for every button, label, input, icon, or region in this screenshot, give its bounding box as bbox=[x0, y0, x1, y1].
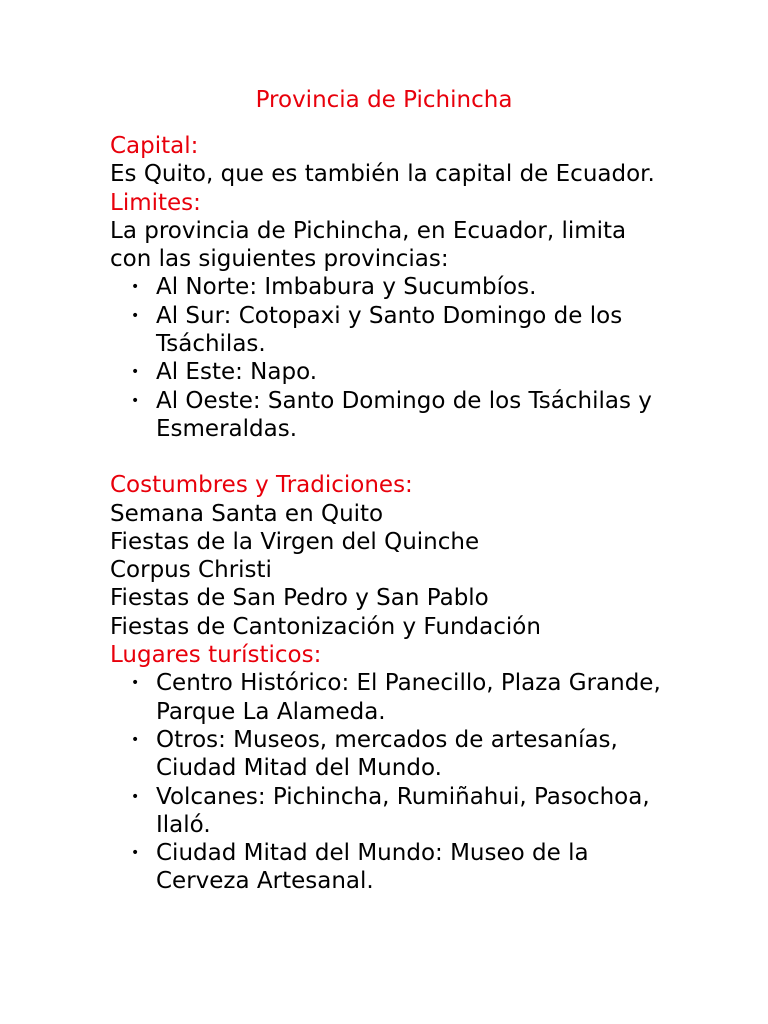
section-capital bbox=[110, 132, 670, 189]
capital-text: Es Quito, que es también la capital de Ecuador. bbox=[110, 161, 655, 188]
costumbre-line: Corpus Christi bbox=[110, 557, 272, 584]
document-page bbox=[110, 84, 670, 896]
costumbres-heading: Costumbres y Tradiciones: bbox=[110, 472, 413, 499]
bullet-icon: • bbox=[131, 845, 140, 862]
list-item-text: Otros: Museos, mercados de artesanías, Ciudad Mitad del Mundo. bbox=[156, 726, 618, 782]
lugares-list bbox=[110, 669, 670, 895]
bullet-icon: • bbox=[131, 788, 140, 805]
section-lugares bbox=[110, 641, 670, 896]
list-item-text: Al Norte: Imbabura y Sucumbíos. bbox=[156, 274, 537, 301]
list-item-text: Centro Histórico: El Panecillo, Plaza Grande, Parque La Alameda. bbox=[156, 670, 661, 725]
list-item bbox=[131, 726, 670, 783]
lugares-heading: Lugares turísticos: bbox=[110, 642, 322, 669]
costumbre-line: Fiestas de San Pedro y San Pablo bbox=[110, 585, 489, 612]
bullet-icon: • bbox=[131, 279, 140, 296]
list-item bbox=[131, 839, 670, 896]
limites-intro: La provincia de Pichincha, en Ecuador, limita con las siguientes provincias: bbox=[110, 217, 627, 273]
bullet-icon: • bbox=[131, 731, 140, 748]
spacer bbox=[110, 443, 670, 471]
list-item-text: Al Sur: Cotopaxi y Santo Domingo de los Tsáchilas. bbox=[156, 302, 623, 358]
list-item bbox=[131, 783, 670, 840]
list-item-text: Ciudad Mitad del Mundo: Museo de la Cerveza Artesanal. bbox=[156, 840, 589, 895]
section-costumbres bbox=[110, 471, 670, 641]
costumbre-line: Semana Santa en Quito bbox=[110, 500, 384, 527]
bullet-icon: • bbox=[131, 675, 140, 692]
limites-list bbox=[110, 273, 670, 443]
list-item bbox=[131, 387, 670, 444]
bullet-icon: • bbox=[131, 307, 140, 324]
list-item-text: Al Este: Napo. bbox=[156, 359, 318, 386]
bullet-icon: • bbox=[131, 364, 140, 381]
capital-heading: Capital: bbox=[110, 133, 199, 159]
section-limites bbox=[110, 189, 670, 444]
list-item bbox=[131, 302, 670, 359]
costumbre-line: Fiestas de Cantonización y Fundación bbox=[110, 613, 541, 640]
limites-heading: Limites: bbox=[110, 189, 201, 216]
list-item bbox=[131, 669, 670, 726]
list-item-text: Volcanes: Pichincha, Rumiñahui, Pasochoa, Ilaló. bbox=[156, 783, 650, 838]
list-item bbox=[131, 273, 670, 301]
bullet-icon: • bbox=[131, 392, 140, 409]
document-title: Provincia de Pichincha bbox=[255, 87, 513, 113]
costumbre-line: Fiestas de la Virgen del Quinche bbox=[110, 528, 480, 555]
list-item bbox=[131, 358, 670, 386]
list-item-text: Al Oeste: Santo Domingo de los Tsáchilas y Esmeraldas. bbox=[156, 387, 652, 442]
